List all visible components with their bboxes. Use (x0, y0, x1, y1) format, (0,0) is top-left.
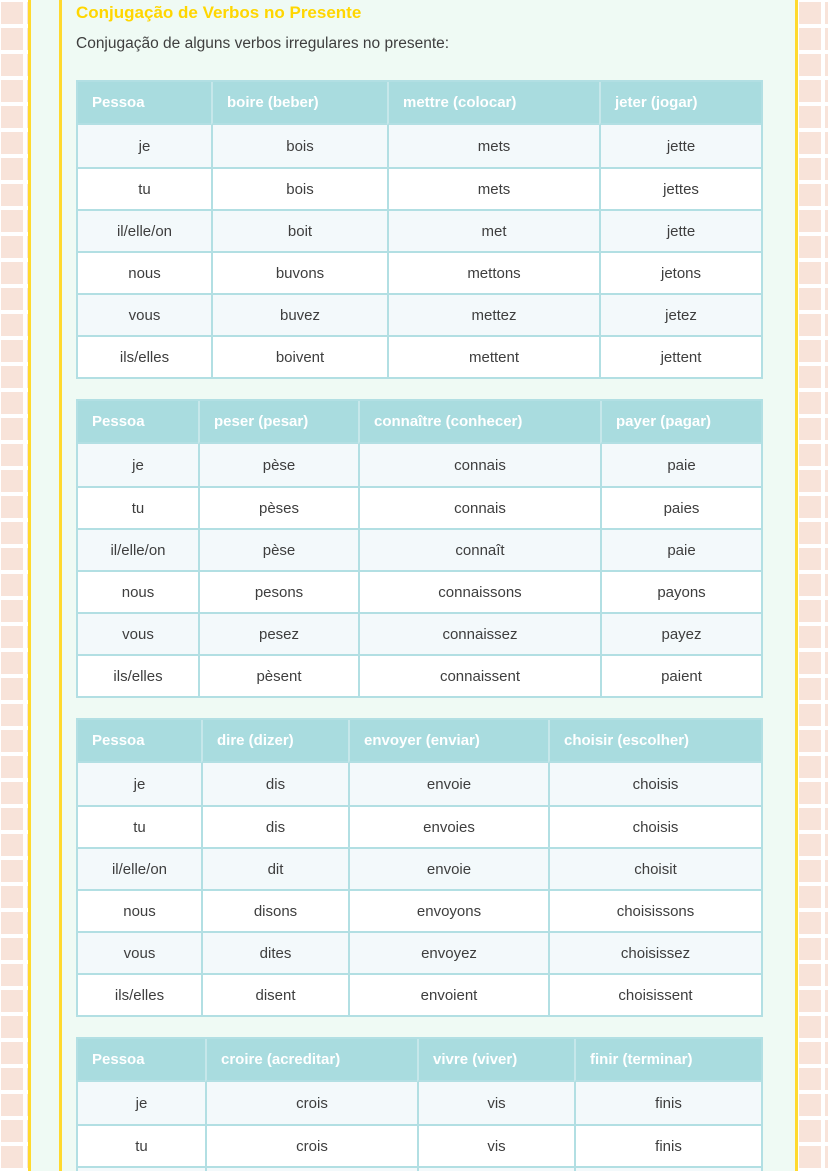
page-subtitle: Conjugação de alguns verbos irregulares no presente: (76, 35, 450, 52)
column-header: choisir (escolher) (548, 720, 761, 763)
table-cell: buvons (211, 251, 387, 293)
table-row-clipped (78, 1166, 761, 1171)
table-row (78, 444, 761, 486)
table-cell: tu (78, 167, 211, 209)
table-cell: choisissons (548, 889, 761, 931)
table-cell: boivent (211, 335, 387, 377)
table-row (78, 612, 761, 654)
table-row (78, 209, 761, 251)
table-cell: dis (201, 763, 348, 805)
table-cell: envoies (348, 805, 548, 847)
table-cell: envoient (348, 973, 548, 1015)
table-cell: pèse (198, 444, 358, 486)
table-cell: envoyons (348, 889, 548, 931)
table-cell: pèsent (198, 654, 358, 696)
table-cell: il/elle/on (78, 528, 198, 570)
table-cell: envoie (348, 763, 548, 805)
header-row (78, 82, 761, 125)
column-header: boire (beber) (211, 82, 387, 125)
table-cell: mettez (387, 293, 599, 335)
header-row (78, 401, 761, 444)
table-cell: il/elle/on (78, 209, 211, 251)
column-header: croire (acreditar) (205, 1039, 417, 1082)
table-cell: dites (201, 931, 348, 973)
table-cell: ils/elles (78, 335, 211, 377)
header-row (78, 720, 761, 763)
conjugation-table-4 (76, 1037, 763, 1171)
table-cell: pesez (198, 612, 358, 654)
table-cell: choisissez (548, 931, 761, 973)
table-cell: jetons (599, 251, 761, 293)
table-row (78, 805, 761, 847)
column-header: dire (dizer) (201, 720, 348, 763)
column-header: finir (terminar) (574, 1039, 761, 1082)
table-cell: jette (599, 209, 761, 251)
table-cell: il/elle/on (78, 847, 201, 889)
table-cell: je (78, 125, 211, 167)
table-cell: disent (201, 973, 348, 1015)
table-cell: vous (78, 612, 198, 654)
table-cell: finis (574, 1082, 761, 1124)
column-header: Pessoa (78, 401, 198, 444)
column-header: jeter (jogar) (599, 82, 761, 125)
column-header: Pessoa (78, 720, 201, 763)
table-cell: tu (78, 486, 198, 528)
table-cell: connais (358, 444, 600, 486)
table-cell: tu (78, 1124, 205, 1166)
table-cell: choisis (548, 805, 761, 847)
table-row (78, 251, 761, 293)
table-cell: envoyez (348, 931, 548, 973)
table-cell (574, 1166, 761, 1171)
table-cell: jettes (599, 167, 761, 209)
column-header: mettre (colocar) (387, 82, 599, 125)
table-row (78, 973, 761, 1015)
table-cell (78, 1166, 205, 1171)
table-cell: paie (600, 444, 761, 486)
table-row (78, 847, 761, 889)
table-cell: choisis (548, 763, 761, 805)
table-cell: paie (600, 528, 761, 570)
table-cell: pesons (198, 570, 358, 612)
table-cell (205, 1166, 417, 1171)
table-row (78, 125, 761, 167)
table-cell: ils/elles (78, 654, 198, 696)
table-cell: dis (201, 805, 348, 847)
table-cell: paient (600, 654, 761, 696)
yellow-edge-line-right (795, 0, 798, 1171)
table-cell: choisissent (548, 973, 761, 1015)
table-row (78, 486, 761, 528)
table-cell: payez (600, 612, 761, 654)
table-cell: je (78, 444, 198, 486)
table-row (78, 528, 761, 570)
column-header: vivre (viver) (417, 1039, 574, 1082)
table-row (78, 1124, 761, 1166)
table-cell: buvez (211, 293, 387, 335)
column-header: envoyer (enviar) (348, 720, 548, 763)
conjugation-tables (76, 80, 763, 1171)
table-cell: dit (201, 847, 348, 889)
table-cell: pèse (198, 528, 358, 570)
table-row (78, 889, 761, 931)
checkered-border-left (0, 0, 28, 1171)
table-cell: jette (599, 125, 761, 167)
column-header: connaître (conhecer) (358, 401, 600, 444)
table-cell: nous (78, 570, 198, 612)
table-cell: je (78, 1082, 205, 1124)
table-cell: connaît (358, 528, 600, 570)
conjugation-table-2 (76, 399, 763, 698)
yellow-margin-line (59, 0, 62, 1171)
table-row (78, 293, 761, 335)
table-cell: mets (387, 125, 599, 167)
table-row (78, 570, 761, 612)
table-cell: connaissons (358, 570, 600, 612)
table-cell: crois (205, 1124, 417, 1166)
table-cell: bois (211, 125, 387, 167)
table-cell: mets (387, 167, 599, 209)
table-cell: vous (78, 293, 211, 335)
table-cell: met (387, 209, 599, 251)
table-cell: mettent (387, 335, 599, 377)
table-cell: connais (358, 486, 600, 528)
conjugation-table-1 (76, 80, 763, 379)
table-cell: vous (78, 931, 201, 973)
yellow-edge-line-left (28, 0, 31, 1171)
table-cell: disons (201, 889, 348, 931)
table-cell: payons (600, 570, 761, 612)
table-cell: connaissent (358, 654, 600, 696)
table-row (78, 654, 761, 696)
table-row (78, 167, 761, 209)
table-cell: nous (78, 889, 201, 931)
table-cell: pèses (198, 486, 358, 528)
table-cell (417, 1166, 574, 1171)
table-cell: mettons (387, 251, 599, 293)
table-row (78, 763, 761, 805)
header-row (78, 1039, 761, 1082)
table-cell: crois (205, 1082, 417, 1124)
table-cell: vis (417, 1124, 574, 1166)
table-cell: boit (211, 209, 387, 251)
table-cell: nous (78, 251, 211, 293)
table-cell: bois (211, 167, 387, 209)
checkered-border-right (798, 0, 828, 1171)
table-cell: envoie (348, 847, 548, 889)
column-header: Pessoa (78, 1039, 205, 1082)
column-header: payer (pagar) (600, 401, 761, 444)
table-cell: jetez (599, 293, 761, 335)
page-title: Conjugação de Verbos no Presente (76, 3, 362, 22)
table-cell: connaissez (358, 612, 600, 654)
conjugation-table-3 (76, 718, 763, 1017)
table-cell: ils/elles (78, 973, 201, 1015)
column-header: peser (pesar) (198, 401, 358, 444)
table-row (78, 335, 761, 377)
table-cell: choisit (548, 847, 761, 889)
table-row (78, 1082, 761, 1124)
table-cell: paies (600, 486, 761, 528)
table-cell: tu (78, 805, 201, 847)
column-header: Pessoa (78, 82, 211, 125)
lesson-content (76, 0, 763, 1171)
table-cell: finis (574, 1124, 761, 1166)
table-cell: vis (417, 1082, 574, 1124)
table-cell: je (78, 763, 201, 805)
table-cell: jettent (599, 335, 761, 377)
table-row (78, 931, 761, 973)
